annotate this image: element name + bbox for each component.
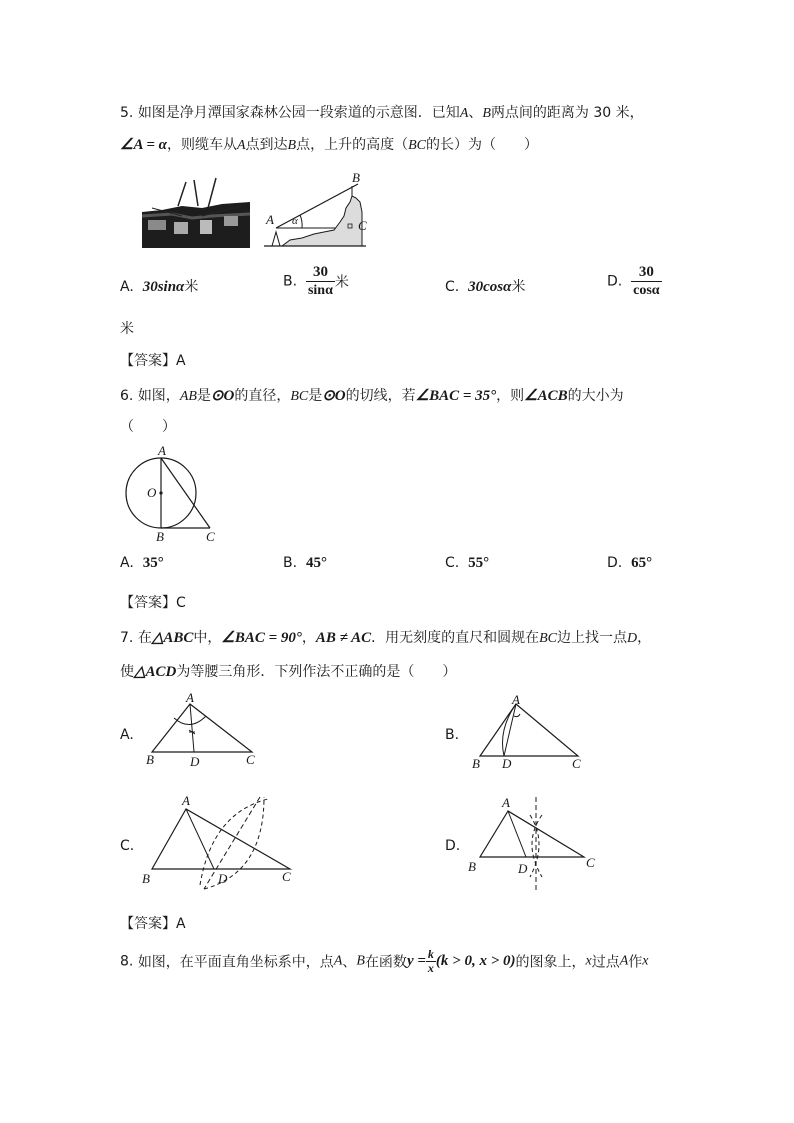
q7-line1: 7. 在△ABC中，∠BAC = 90°，AB ≠ AC．用无刻度的直尺和圆规在BC边上找一点D， <box>120 630 652 646</box>
q6-option-B[interactable]: B. 45° <box>283 555 327 571</box>
q6-option-C[interactable]: C. 55° <box>445 555 490 571</box>
q5-answer: 【答案】A <box>120 353 186 369</box>
svg-text:D: D <box>502 756 512 771</box>
q7-option-B[interactable]: B. <box>445 727 460 743</box>
q7-answer: 【答案】A <box>120 916 186 932</box>
q7-number: 7. <box>120 630 134 646</box>
q6-answer: 【答案】C <box>120 595 186 611</box>
q5-mountain <box>266 196 362 246</box>
q6-label-C: C <box>206 529 215 544</box>
svg-text:A: A <box>186 690 194 705</box>
svg-text:B: B <box>472 756 480 771</box>
q6-label-B: B <box>156 529 164 544</box>
svg-text:A: A <box>502 795 510 810</box>
q5-option-A[interactable]: A. 30sinα米 <box>120 279 199 295</box>
q5-line2: ∠A = α，则缆车从A点到达B点，上升的高度（BC的长）为（ ） <box>120 137 538 153</box>
q7-figure-B <box>468 694 588 774</box>
svg-text:D: D <box>190 754 200 769</box>
q5-number: 5. <box>120 105 134 121</box>
q5-label-A: A <box>266 212 274 227</box>
q7-figure-C <box>140 793 300 893</box>
q8-function-fraction: $\frac{k}{x}$ <box>427 947 434 975</box>
q5-label-C: C <box>358 218 367 233</box>
q7-figure-A <box>142 692 262 772</box>
q5-label-alpha: α <box>292 215 298 227</box>
q7-option-D[interactable]: D. <box>445 838 461 854</box>
q6-label-O: O <box>147 485 157 500</box>
q6-diagram <box>120 445 220 545</box>
q6-option-D[interactable]: D. 65° <box>607 555 653 571</box>
svg-text:D: D <box>218 871 228 886</box>
q5-option-B[interactable]: B. $\frac{30}{\sin\alpha}$ 米 <box>283 264 349 298</box>
q7-option-C[interactable]: C. <box>120 838 135 854</box>
q5-option-D-unit: 米 <box>120 321 134 337</box>
svg-text:C: C <box>586 855 595 870</box>
q7-line2: 使△ACD为等腰三角形．下列作法不正确的是（ ） <box>120 664 457 680</box>
svg-text:B: B <box>142 871 150 886</box>
q5-line1: 5. 如图是净月潭国家森林公园一段索道的示意图．已知A、B两点间的距离为 30 米， <box>120 105 644 121</box>
q5-angle-condition: ∠A = α <box>120 137 167 153</box>
q6-label-A: A <box>158 443 166 458</box>
svg-text:C: C <box>282 869 291 884</box>
q6-option-A[interactable]: A. 35° <box>120 555 164 571</box>
svg-text:A: A <box>512 692 520 707</box>
svg-text:C: C <box>246 752 255 767</box>
q6-number: 6. <box>120 388 134 404</box>
svg-text:D: D <box>518 861 528 876</box>
q5-diagram <box>262 172 372 252</box>
q6-line1: 6. 如图，AB是⊙O的直径，BC是⊙O的切线，若∠BAC = 35°，则∠ACB的大小为 <box>120 388 624 404</box>
q8-line1: 8. 如图，在平面直角坐标系中，点A、B在函数y = $\frac{k}{x}$ (k > 0, x > 0)的图象上，x过点A作x <box>120 947 649 975</box>
q7-figure-D <box>464 793 604 893</box>
q6-paren: （ ） <box>120 419 176 435</box>
svg-text:C: C <box>572 756 581 771</box>
q5-cableway-photo <box>142 176 250 248</box>
q5-option-C[interactable]: C. 30cosα米 <box>445 279 526 295</box>
q7-option-A[interactable]: A. <box>120 727 134 743</box>
q5-label-B: B <box>352 170 360 185</box>
svg-text:B: B <box>468 859 476 874</box>
q5-option-D[interactable]: D. $\frac{30}{\cos\alpha}$ <box>607 264 660 298</box>
q8-number: 8. <box>120 953 134 970</box>
svg-text:B: B <box>146 752 154 767</box>
svg-text:A: A <box>182 793 190 808</box>
